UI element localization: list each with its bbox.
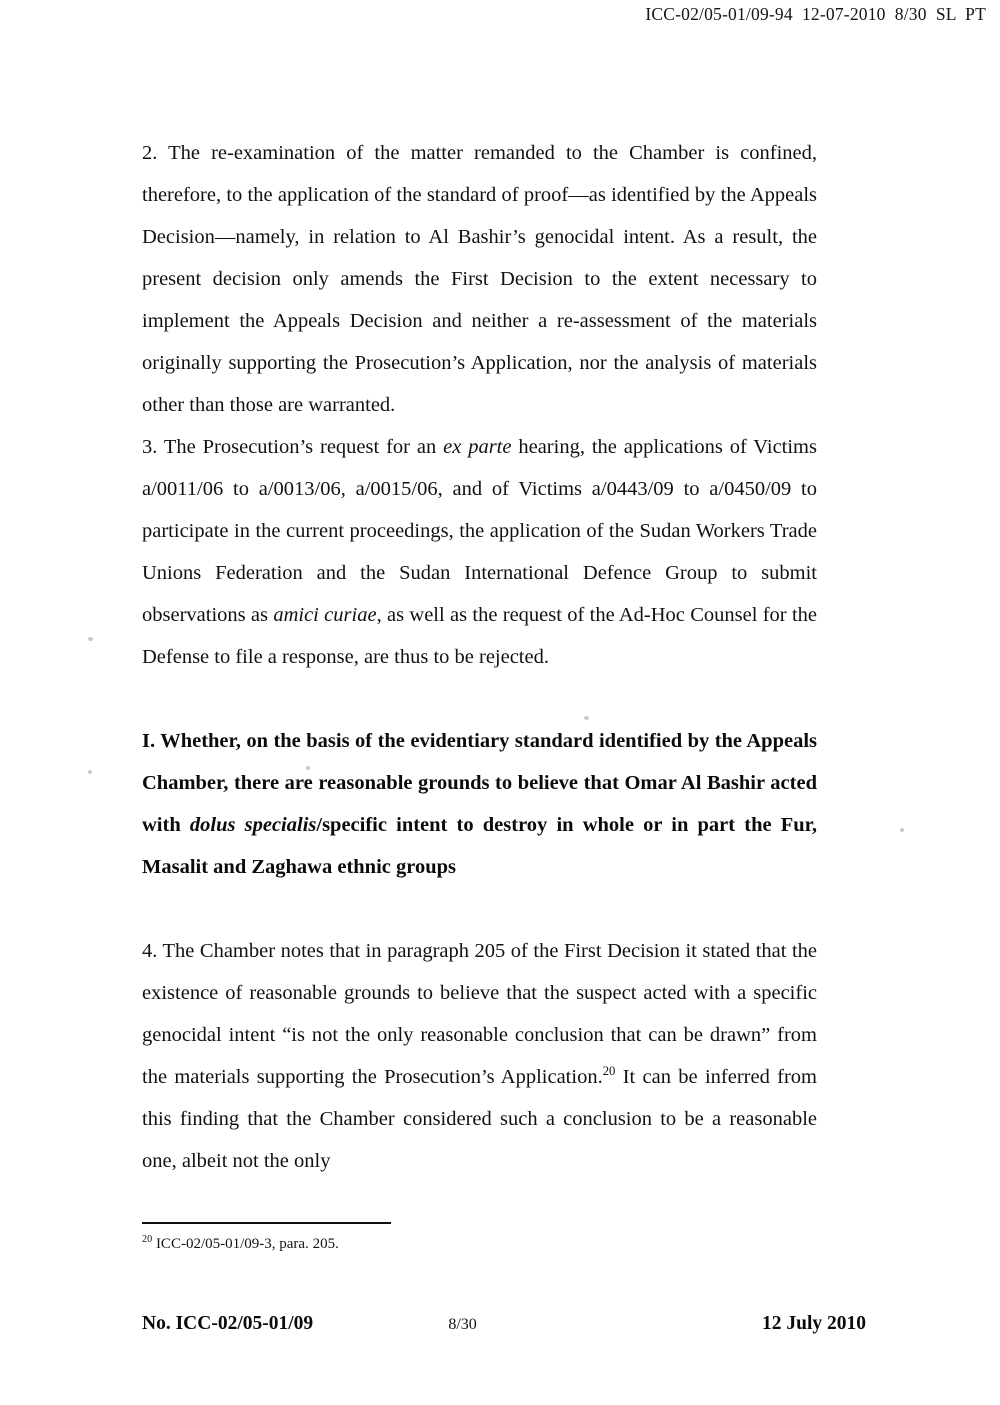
footnote-reference-20[interactable]: 20: [602, 1064, 616, 1079]
paragraph-3-part1: 3. The Prosecution’s request for an: [142, 436, 444, 458]
paragraph-3-part2: hearing, the applications of Victims a/0011/06 to a/0013/06, a/0015/06, and of Victims a/0443/09 to a/0450/09 to participate in the current proceedings, the application of the Sudan Workers Trade Unions Federation and the Sudan International Defence Group to submit observations as: [142, 436, 817, 626]
footer-case-number: No. ICC-02/05-01/09: [142, 1313, 314, 1334]
page-footer: [142, 1313, 866, 1335]
footnote-20-marker: 20: [142, 1233, 153, 1245]
paragraph-3-italic-ex-parte: ex parte: [443, 436, 512, 458]
document-body: [142, 132, 817, 1182]
paragraph-4-part2: It can be inferred from this finding that the Chamber considered such a conclusion to be a reasonable one, albeit not the only: [142, 1066, 817, 1172]
paragraph-2: 2. The re-examination of the matter remanded to the Chamber is confined, therefore, to the application of the standard of proof—as identified by the Appeals Decision—namely, in relation to Al Bashir’s genocidal intent. As a result, the present decision only amends the First Decision to the extent necessary to implement the Appeals Decision and neither a re-assessment of the materials originally supporting the Prosecution’s Application, nor the analysis of materials other than those are warranted.: [142, 142, 817, 416]
paragraph-3: [142, 426, 817, 678]
paragraph-4: [142, 930, 817, 1182]
section-heading-1-italic-dolus-specialis: dolus specialis: [189, 814, 317, 836]
scan-speckle: [88, 770, 92, 774]
footer-page-number: 8/30: [448, 1316, 477, 1333]
section-heading-1-part1: I. Whether, on the basis of the evidentiary standard identified by the Appeals Chamber, there are reasonable grounds to believe that Omar Al Bashir acted with: [142, 730, 817, 836]
footnote-area: [142, 1222, 817, 1254]
paragraph-3-italic-amici-curiae: amici curiae: [273, 604, 377, 626]
scan-speckle: [900, 828, 904, 832]
paragraph-4-part1: 4. The Chamber notes that in paragraph 205 of the First Decision it stated that the existence of reasonable grounds to believe that the suspect acted with a specific genocidal intent “is not the only reasonable conclusion that can be drawn” from the materials supporting the Prosecution’s Application.: [142, 940, 817, 1088]
section-heading-1-part2: /specific intent to destroy in whole or in part the Fur, Masalit and Zaghawa ethnic groups: [142, 814, 817, 878]
scan-speckle: [88, 637, 93, 641]
footnote-20: [142, 1234, 817, 1254]
footer-date: 12 July 2010: [761, 1313, 866, 1334]
section-heading-1: [142, 720, 817, 888]
paragraph-3-part3: , as well as the request of the Ad-Hoc Counsel for the Defense to file a response, are thus to be rejected.: [142, 604, 817, 668]
footnote-separator-rule: [142, 1222, 391, 1224]
document-stamp-header: ICC-02/05-01/09-94 12-07-2010 8/30 SL PT: [645, 4, 986, 24]
footnote-20-text: ICC-02/05-01/09-3, para. 205.: [152, 1235, 339, 1252]
